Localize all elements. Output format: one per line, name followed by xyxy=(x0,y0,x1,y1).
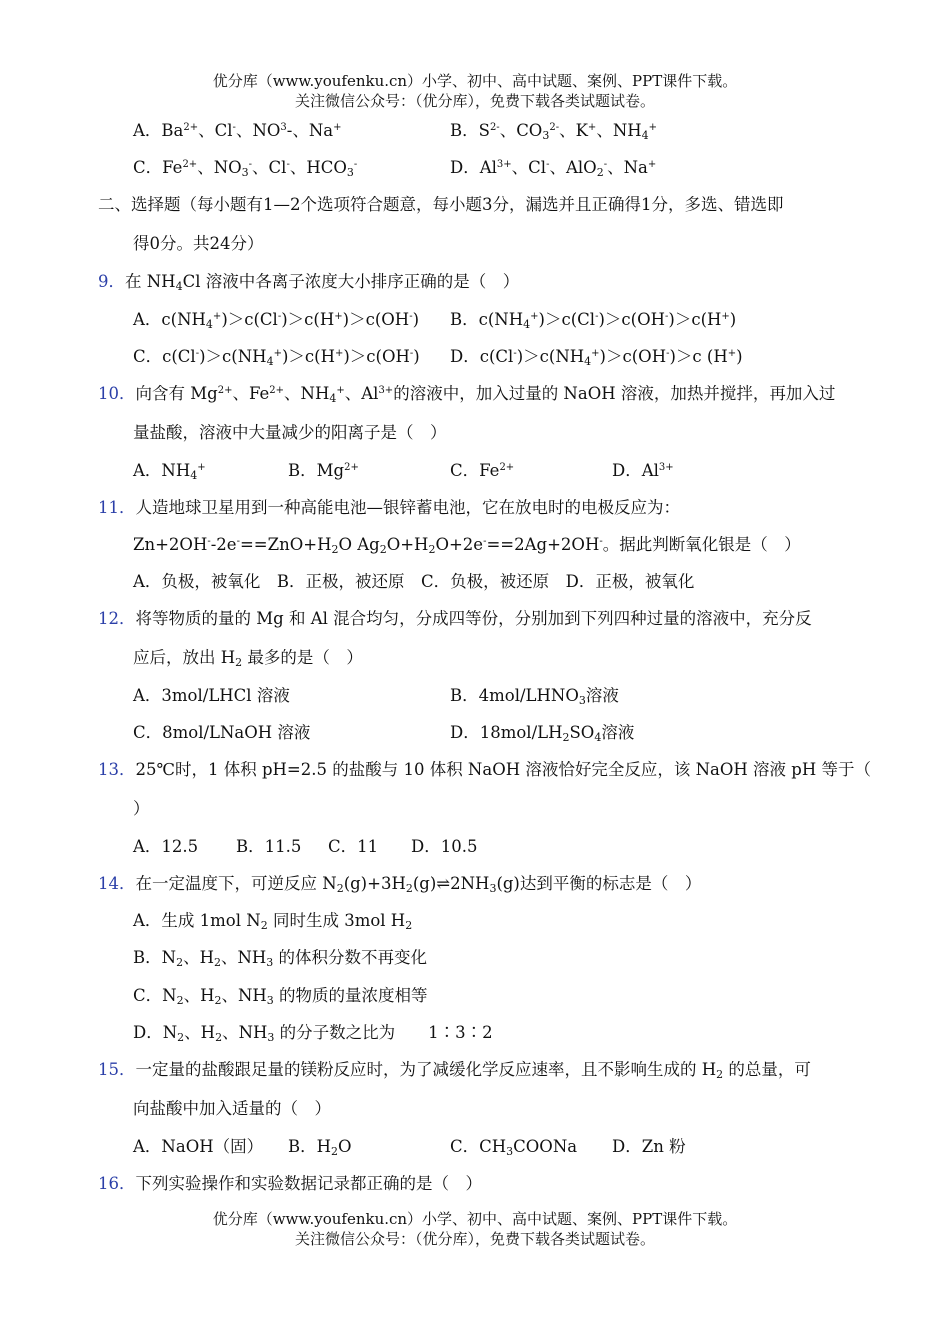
q14-option-c xyxy=(133,985,428,1007)
text-part: (g)+3H xyxy=(343,874,406,893)
header-line-2: 关注微信公众号：（优分库），免费下载各类试题试卷。 xyxy=(294,92,655,110)
text-part: 、Cl xyxy=(511,158,547,177)
text-part: 2 xyxy=(405,919,413,932)
text-part: 4 xyxy=(641,129,649,142)
q11-options: A．负极，被氧化 B．正极，被还原 C．负极，被还原 D．正极，被氧化 xyxy=(133,572,695,591)
text-part: 的溶液中，加入过量的 NaOH 溶液，加热并搅拌，再加入过 xyxy=(393,384,836,403)
text-part: 、NH xyxy=(284,384,330,403)
text-part: 、H xyxy=(183,948,214,967)
text-part: + xyxy=(587,122,597,133)
text-part: B．c(NH xyxy=(450,310,524,329)
q12-option-c: C．8mol/LNaOH 溶液 xyxy=(133,723,311,742)
q10-option-a xyxy=(133,460,206,482)
text-part: )＞c(NH xyxy=(516,347,585,366)
text-part: 2 xyxy=(596,166,604,179)
q10-option-b xyxy=(288,460,359,482)
text-part: + xyxy=(273,348,282,359)
section-2-line-1: 二、选择题（每小题有1—2个选项符合题意，每小题3分，漏选并且正确得1分，多选、错选即 xyxy=(98,195,784,214)
q15-option-c xyxy=(450,1136,577,1158)
text-part: ==ZnO+H xyxy=(239,535,332,554)
q16-stem-text: 下列实验操作和实验数据记录都正确的是（ ） xyxy=(135,1174,482,1193)
text-part: 3 xyxy=(489,882,497,895)
text-part: B．4mol/LHNO xyxy=(450,686,579,705)
text-part: + xyxy=(721,311,730,322)
text-part: 2 xyxy=(214,994,222,1007)
text-part: - xyxy=(195,348,200,359)
text-part: D．Al xyxy=(612,461,659,480)
text-part: 的总量，可 xyxy=(723,1060,811,1079)
text-part: 4 xyxy=(523,318,531,331)
q12-number: 12． xyxy=(98,609,136,628)
text-part: 同时生成 3mol H xyxy=(267,911,406,930)
text-part: + xyxy=(530,311,539,322)
text-part: 3+ xyxy=(496,159,512,170)
text-part: 向含有 Mg xyxy=(135,384,218,403)
q13-option-c: C．11 xyxy=(328,837,379,856)
q14-stem-text xyxy=(136,874,702,893)
q10-option-c xyxy=(450,460,514,482)
text-part: 的物质的量浓度相等 xyxy=(273,986,428,1005)
text-part: D．18mol/LH xyxy=(450,723,563,742)
text-part: - xyxy=(599,536,603,547)
q10-option-d xyxy=(612,460,674,482)
text-part: 2 xyxy=(235,656,243,669)
text-part: 、NH xyxy=(220,948,267,967)
text-part: - xyxy=(277,311,282,322)
q9-option-c xyxy=(133,346,420,368)
text-part: 应后，放出 H xyxy=(133,648,236,667)
text-part: 4 xyxy=(266,355,274,368)
text-part: 3 xyxy=(266,956,274,969)
q13-stem-line-2: ） xyxy=(133,799,150,818)
q10-stem-text xyxy=(136,384,836,403)
text-part: )＞c(Cl xyxy=(221,310,278,329)
q8-option-a xyxy=(133,120,342,142)
text-part: 、HCO xyxy=(289,158,347,177)
q15-stem-text xyxy=(136,1060,811,1079)
q14-option-a xyxy=(133,910,412,932)
text-part: - xyxy=(513,348,517,359)
text-part: 溶液 xyxy=(585,686,619,705)
text-part: 的分子数之比为 1∶3∶2 xyxy=(274,1023,493,1042)
text-part: B．N xyxy=(133,948,177,967)
q9-stem xyxy=(98,271,519,293)
text-part: )＞c(H xyxy=(281,310,335,329)
q12-option-b xyxy=(450,685,619,707)
text-part: COONa xyxy=(513,1137,578,1156)
text-part: 、Al xyxy=(344,384,379,403)
text-part: O Ag xyxy=(338,535,380,554)
q9-option-b xyxy=(450,309,736,331)
text-part: C．c(Cl xyxy=(133,347,196,366)
text-part: 2 xyxy=(379,543,387,556)
text-part: A．生成 1mol N xyxy=(133,911,261,930)
text-part: 2- xyxy=(489,122,500,133)
text-part: 2 xyxy=(177,1031,185,1044)
text-part: 4 xyxy=(584,355,592,368)
text-part: + xyxy=(648,122,658,133)
text-part: 2 xyxy=(562,731,570,744)
q11-stem-text: 人造地球卫星用到一种高能电池—银锌蓄电池，它在放电时的电极反应为： xyxy=(135,498,680,517)
text-part: 2 xyxy=(176,956,184,969)
text-part: )＞c(OH xyxy=(599,347,667,366)
text-part: 。据此判断氧化银是（ ） xyxy=(602,535,801,554)
text-part: 2- xyxy=(549,122,560,133)
text-part: )＞c (H xyxy=(669,347,728,366)
text-part: + xyxy=(334,348,344,359)
text-part: 3 xyxy=(506,1145,514,1158)
text-part: 在 NH xyxy=(125,272,176,291)
q9-number: 9． xyxy=(98,272,125,291)
text-part: C．N xyxy=(133,986,177,1005)
q10-number: 10． xyxy=(98,384,136,403)
q15-option-a: A．NaOH（固） xyxy=(133,1137,264,1156)
text-part: 、Cl xyxy=(252,158,287,177)
text-part: ) xyxy=(412,310,420,329)
text-part: SO xyxy=(569,723,595,742)
q13-stem-text: 25℃时，1 体积 pH=2.5 的盐酸与 10 体积 NaOH 溶液恰好完全反应，该 NaOH 溶液 pH 等于（ xyxy=(135,760,871,779)
text-part: C．Fe xyxy=(133,158,183,177)
q13-number: 13． xyxy=(98,760,136,779)
q9-option-d xyxy=(450,346,743,368)
text-part: - xyxy=(286,121,293,140)
text-part: )＞c(H xyxy=(281,347,335,366)
text-part: - xyxy=(207,536,211,547)
text-part: 4 xyxy=(594,731,602,744)
text-part: 、K xyxy=(559,121,588,140)
q8-option-c xyxy=(133,157,357,179)
text-part: 4 xyxy=(175,280,183,293)
text-part: 3 xyxy=(578,694,586,707)
text-part: 2 xyxy=(176,994,184,1007)
q16-stem xyxy=(98,1173,482,1195)
text-part: 一定量的盐酸跟足量的镁粉反应时，为了减缓化学反应速率，且不影响生成的 H xyxy=(135,1060,717,1079)
q15-number: 15． xyxy=(98,1060,136,1079)
text-part: 2+ xyxy=(499,462,515,473)
text-part: + xyxy=(647,159,657,170)
text-part: 2+ xyxy=(217,385,233,396)
q12-option-d xyxy=(450,722,634,744)
text-part: 、Cl xyxy=(198,121,233,140)
text-part: 4 xyxy=(190,469,198,482)
text-part: A．NH xyxy=(133,461,191,480)
text-part: 3 xyxy=(346,166,354,179)
text-part: 、CO xyxy=(499,121,543,140)
text-part: ) xyxy=(413,347,420,366)
text-part: - xyxy=(409,311,413,322)
text-part: A．Ba xyxy=(133,121,184,140)
text-part: 、NO xyxy=(197,158,242,177)
text-part: 2 xyxy=(331,543,339,556)
text-part: 、H xyxy=(183,986,215,1005)
text-part: D．N xyxy=(133,1023,178,1042)
text-part: 的体积分数不再变化 xyxy=(273,948,428,967)
text-part: 3+ xyxy=(378,385,394,396)
text-part: 4 xyxy=(329,392,337,405)
text-part: - xyxy=(353,159,358,170)
text-part: 4 xyxy=(205,318,213,331)
text-part: D．Al xyxy=(450,158,497,177)
text-part: 2 xyxy=(260,919,268,932)
q12-option-a: A．3mol/LHCl 溶液 xyxy=(133,686,290,705)
q13-stem-line-1 xyxy=(98,759,871,781)
text-part: ) xyxy=(729,310,737,329)
q13-option-d: D．10.5 xyxy=(411,837,478,856)
text-part: - xyxy=(603,159,608,170)
text-part: 2 xyxy=(716,1068,724,1081)
text-part: 在一定温度下，可逆反应 N xyxy=(135,874,337,893)
q11-stem-line-2 xyxy=(133,534,801,556)
text-part: 溶液 xyxy=(601,723,635,742)
text-part: 、AlO xyxy=(549,158,597,177)
text-part: - xyxy=(232,122,236,133)
text-part: )＞c(NH xyxy=(199,347,267,366)
text-part: - xyxy=(666,348,670,359)
text-part: -2e xyxy=(210,535,237,554)
q11-stem-line-1 xyxy=(98,497,680,519)
text-part: ) xyxy=(736,347,743,366)
text-part: (g)⇌2NH xyxy=(412,874,490,893)
text-part: 2 xyxy=(336,882,344,895)
text-part: 2 xyxy=(213,956,221,969)
q13-option-a: A．12.5 xyxy=(133,837,199,856)
text-part: Zn+2OH xyxy=(133,535,208,554)
text-part: )＞c(OH xyxy=(343,347,410,366)
footer-line-2: 关注微信公众号：（优分库），免费下载各类试题试卷。 xyxy=(294,1230,655,1248)
q11-number: 11． xyxy=(98,498,136,517)
text-part: 、H xyxy=(184,1023,216,1042)
q14-stem xyxy=(98,873,701,895)
text-part: )＞c(OH xyxy=(598,310,665,329)
text-part: C．Fe xyxy=(450,461,500,480)
text-part: 3 xyxy=(280,122,287,133)
text-part: 2 xyxy=(215,1031,223,1044)
text-part: 2 xyxy=(405,882,413,895)
text-part: B．Mg xyxy=(288,461,345,480)
text-part: 2+ xyxy=(269,385,285,396)
q15-stem-line-1 xyxy=(98,1059,811,1081)
text-part: 2 xyxy=(331,1145,339,1158)
text-part: 2+ xyxy=(344,462,359,473)
text-part: 、NO xyxy=(235,121,281,140)
footer-line-1: 优分库（www.youfenku.cn）小学、初中、高中试题、案例、PPT课件下载。 xyxy=(212,1210,738,1228)
q10-stem-line-1 xyxy=(98,383,835,405)
text-part: 2+ xyxy=(183,122,199,133)
q14-number: 14． xyxy=(98,874,136,893)
text-part: O+2e xyxy=(435,535,484,554)
q15-stem-line-2: 向盐酸中加入适量的（ ） xyxy=(133,1099,331,1118)
q14-option-d xyxy=(133,1022,493,1044)
q12-stem-line-2 xyxy=(133,647,363,669)
q8-option-d xyxy=(450,157,656,179)
text-part: 、Fe xyxy=(232,384,270,403)
text-part: - xyxy=(665,311,669,322)
text-part: - xyxy=(483,536,487,547)
text-part: 2+ xyxy=(182,159,198,170)
text-part: + xyxy=(336,385,345,396)
text-part: )＞c(OH xyxy=(342,310,410,329)
text-part: 、Na xyxy=(292,121,334,140)
text-part: 2 xyxy=(428,543,436,556)
text-part: 、Na xyxy=(607,158,648,177)
text-part: 最多的是（ ） xyxy=(242,648,363,667)
text-part: 、NH xyxy=(596,121,642,140)
text-part: - xyxy=(409,348,414,359)
text-part: - xyxy=(286,159,290,170)
text-part: Cl 溶液中各离子浓度大小排序正确的是（ ） xyxy=(182,272,520,291)
q12-stem-line-1 xyxy=(98,608,812,630)
text-part: + xyxy=(197,462,206,473)
text-part: O xyxy=(338,1137,352,1156)
q9-option-a xyxy=(133,309,419,331)
text-part: B．S xyxy=(450,121,490,140)
q12-stem-text: 将等物质的量的 Mg 和 Al 混合均匀，分成四等份，分别加到下列四种过量的溶液中，充分反 xyxy=(135,609,812,628)
q16-number: 16． xyxy=(98,1174,136,1193)
text-part: D．c(Cl xyxy=(450,347,514,366)
q13-option-b: B．11.5 xyxy=(236,837,302,856)
text-part: A．c(NH xyxy=(133,310,206,329)
text-part: 3 xyxy=(267,1031,275,1044)
text-part: 3 xyxy=(241,166,249,179)
text-part: )＞c(H xyxy=(668,310,722,329)
text-part: 、NH xyxy=(222,1023,268,1042)
text-part: )＞c(Cl xyxy=(538,310,596,329)
section-2-line-2: 得0分。共24分） xyxy=(133,234,264,253)
q15-option-d: D．Zn 粉 xyxy=(612,1137,686,1156)
text-part: + xyxy=(333,122,342,133)
text-part: 3 xyxy=(266,994,274,1007)
text-part: - xyxy=(248,159,253,170)
text-part: 3 xyxy=(542,129,550,142)
q8-option-b xyxy=(450,120,657,142)
text-part: + xyxy=(334,311,343,322)
text-part: ==2Ag+2OH xyxy=(486,535,600,554)
text-part: + xyxy=(212,311,222,322)
text-part: O+H xyxy=(386,535,429,554)
text-part: + xyxy=(591,348,600,359)
header-line-1: 优分库（www.youfenku.cn）小学、初中、高中试题、案例、PPT课件下载。 xyxy=(212,72,738,90)
text-part: - xyxy=(595,311,599,322)
q14-option-b xyxy=(133,947,427,969)
q15-option-b xyxy=(288,1136,352,1158)
text-part: 3+ xyxy=(658,462,674,473)
q10-stem-line-2: 量盐酸，溶液中大量减少的阳离子是（ ） xyxy=(133,423,447,442)
text-part: (g)达到平衡的标志是（ ） xyxy=(496,874,702,893)
text-part: - xyxy=(546,159,550,170)
text-part: B．H xyxy=(288,1137,332,1156)
text-part: + xyxy=(727,348,737,359)
text-part: C．CH xyxy=(450,1137,507,1156)
text-part: - xyxy=(236,536,240,547)
text-part: 、NH xyxy=(221,986,267,1005)
q9-stem-text xyxy=(125,272,519,291)
